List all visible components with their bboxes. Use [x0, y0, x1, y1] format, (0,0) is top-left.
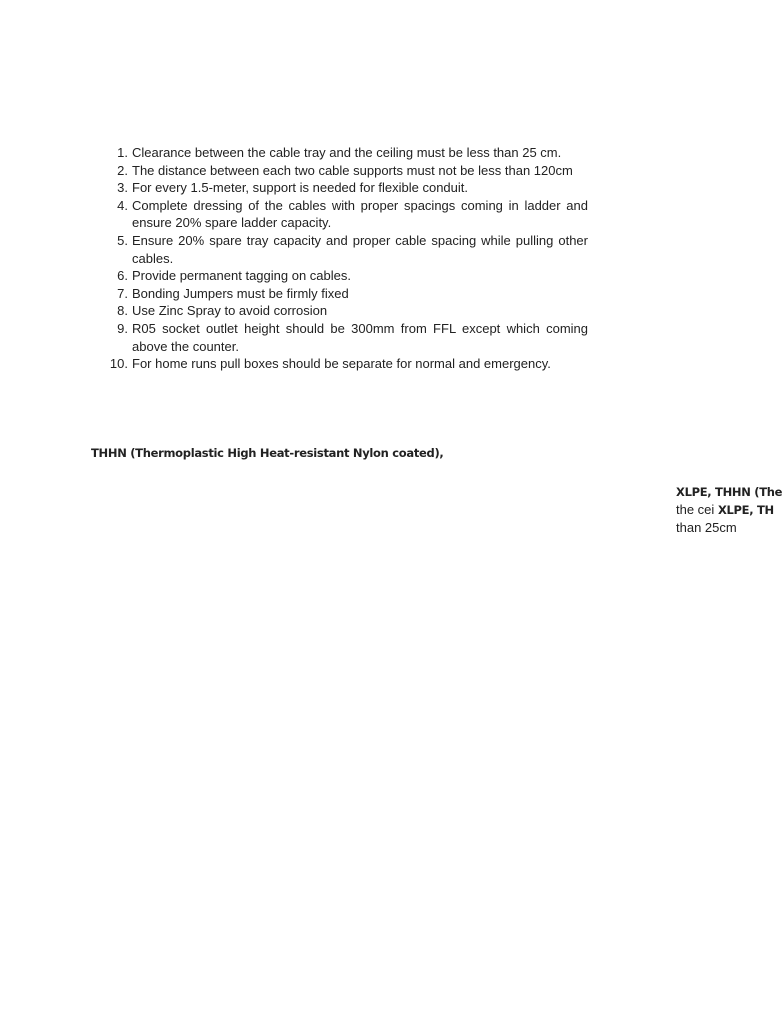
item-number: 10.: [109, 356, 128, 372]
side-line-3: than 25cm: [676, 520, 737, 535]
item-text: Provide permanent tagging on cables.: [132, 268, 351, 284]
side-line-2-prefix: the cei: [676, 502, 715, 517]
list-item: [104, 302, 588, 320]
side-line-1: [676, 483, 782, 501]
list-item: [104, 144, 588, 162]
item-text: For every 1.5-meter, support is needed for flexible conduit.: [132, 180, 469, 196]
item-number: 3.: [117, 180, 128, 196]
list-item: [104, 232, 588, 267]
item-number: 5.: [117, 232, 128, 248]
item-text: Ensure 20% spare tray capacity and proper cable spacing while pulling other cables.: [132, 232, 588, 266]
thhn-note: THHN (Thermoplastic High Heat-resistant Nylon coated),: [91, 446, 444, 460]
list-item: [104, 355, 588, 373]
requirements-list: [104, 144, 588, 373]
item-number: 4.: [117, 197, 128, 213]
item-number: 1.: [117, 145, 128, 160]
item-text: Use Zinc Spray to avoid corrosion: [132, 303, 328, 319]
list-item: [104, 162, 588, 180]
item-number: 2.: [117, 162, 128, 178]
item-text: Bonding Jumpers must be firmly fixed: [132, 285, 349, 301]
side-line-1-bold: XLPE, THHN (The: [676, 485, 782, 499]
item-text: Complete dressing of the cables with proper spacings coming in ladder and ensure 20% spare ladder capacity.: [132, 197, 588, 231]
item-number: 7.: [117, 285, 128, 301]
side-line-2-bold: XLPE, TH: [717, 503, 774, 517]
list-item: [104, 320, 588, 355]
list-item: [104, 267, 588, 285]
list-item: [104, 197, 588, 232]
item-text: For home runs pull boxes should be separate for normal and emergency.: [132, 356, 551, 372]
item-text: R05 socket outlet height should be 300mm from FFL except which coming above the counter.: [132, 320, 588, 354]
item-text: Clearance between the cable tray and the ceiling must be less than 25 cm.: [132, 145, 562, 160]
item-number: 8.: [117, 303, 128, 319]
item-number: 9.: [117, 320, 128, 336]
item-text: The distance between each two cable supports must not be less than 120cm: [132, 162, 573, 178]
list-item: [104, 285, 588, 303]
item-number: 6.: [117, 268, 128, 284]
side-line-2: [676, 501, 774, 519]
side-text-fragment: [676, 483, 782, 536]
list-item: [104, 179, 588, 197]
